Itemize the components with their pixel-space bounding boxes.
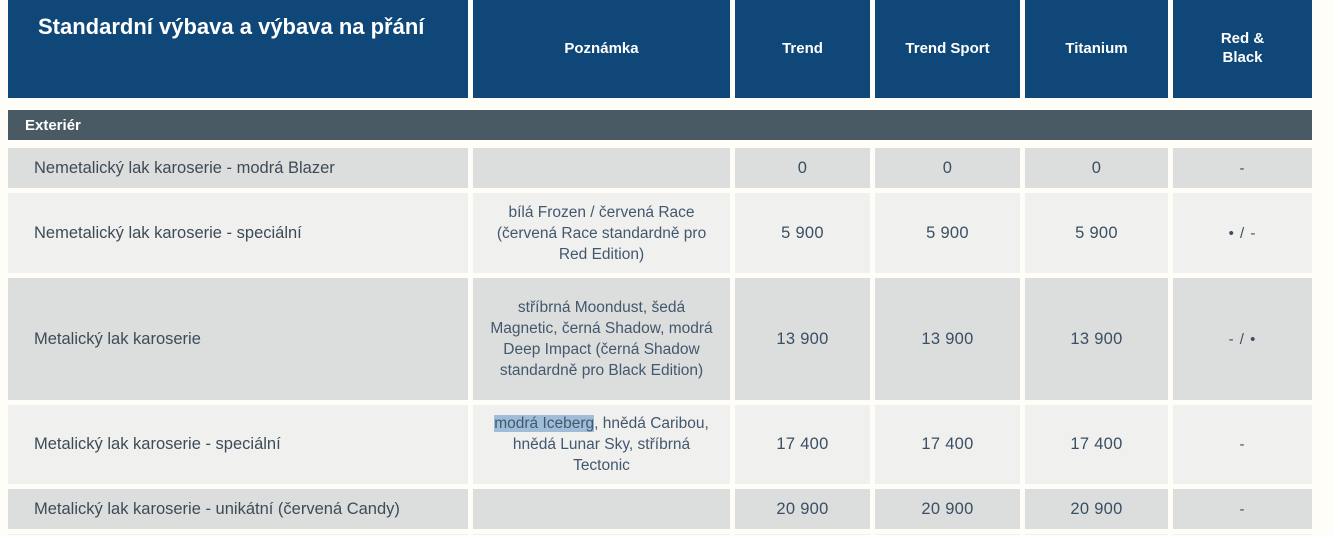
table-body [8, 148, 1312, 535]
column-header-trend-sport: Trend Sport [875, 0, 1020, 98]
note-cell [473, 148, 730, 188]
availability-cell: - / • [1173, 278, 1312, 400]
price-cell: 5 900 [1025, 193, 1168, 273]
price-cell: 5 900 [735, 193, 870, 273]
price-cell: 0 [735, 148, 870, 188]
price-cell: 13 900 [1025, 278, 1168, 400]
price-cell: 5 900 [875, 193, 1020, 273]
column-header-note: Poznámka [473, 0, 730, 98]
section-header-exterior: Exteriér [8, 110, 1312, 140]
availability-cell: - [1173, 489, 1312, 529]
column-header-titanium: Titanium [1025, 0, 1168, 98]
price-cell: 20 900 [1025, 489, 1168, 529]
price-cell: 0 [1025, 148, 1168, 188]
note-cell [473, 405, 730, 484]
price-cell: 17 400 [875, 405, 1020, 484]
note-cell [473, 193, 730, 273]
availability-cell: - [1173, 148, 1312, 188]
row-label: Metalický lak karoserie [8, 278, 468, 400]
table-title: Standardní výbava a výbava na přání [8, 0, 468, 98]
row-label: Nemetalický lak karoserie - modrá Blazer [8, 148, 468, 188]
row-label: Metalický lak karoserie - unikátní (červená Candy) [8, 489, 468, 529]
equipment-price-table [8, 0, 1312, 535]
price-cell: 17 400 [1025, 405, 1168, 484]
row-label: Nemetalický lak karoserie - speciální [8, 193, 468, 273]
price-cell: 13 900 [875, 278, 1020, 400]
price-cell: 13 900 [735, 278, 870, 400]
column-header-red-black: Red & Black [1173, 0, 1312, 98]
note-text: stříbrná Moondust, šedá Magnetic, černá Shadow, modrá Deep Impact (černá Shadow standardně pro Black Edition) [490, 299, 713, 379]
table-row [8, 278, 1312, 400]
note-cell [473, 278, 730, 400]
note-text: , hnědá Caribou, hnědá Lunar Sky, stříbrná Tectonic [512, 415, 709, 474]
availability-cell: - [1173, 405, 1312, 484]
note-text: bílá Frozen / červená Race (červená Race standardně pro Red Edition) [496, 203, 707, 263]
table-header-row [8, 0, 1312, 98]
table-row [8, 405, 1312, 484]
price-cell: 17 400 [735, 405, 870, 484]
table-row [8, 193, 1312, 273]
availability-cell: • / - [1173, 193, 1312, 273]
price-cell: 0 [875, 148, 1020, 188]
price-cell: 20 900 [735, 489, 870, 529]
table-row [8, 148, 1312, 188]
row-label: Metalický lak karoserie - speciální [8, 405, 468, 484]
table-row [8, 489, 1312, 529]
column-header-trend: Trend [735, 0, 870, 98]
note-cell [473, 489, 730, 529]
selected-text[interactable]: modrá Iceberg [494, 415, 595, 432]
price-cell: 20 900 [875, 489, 1020, 529]
